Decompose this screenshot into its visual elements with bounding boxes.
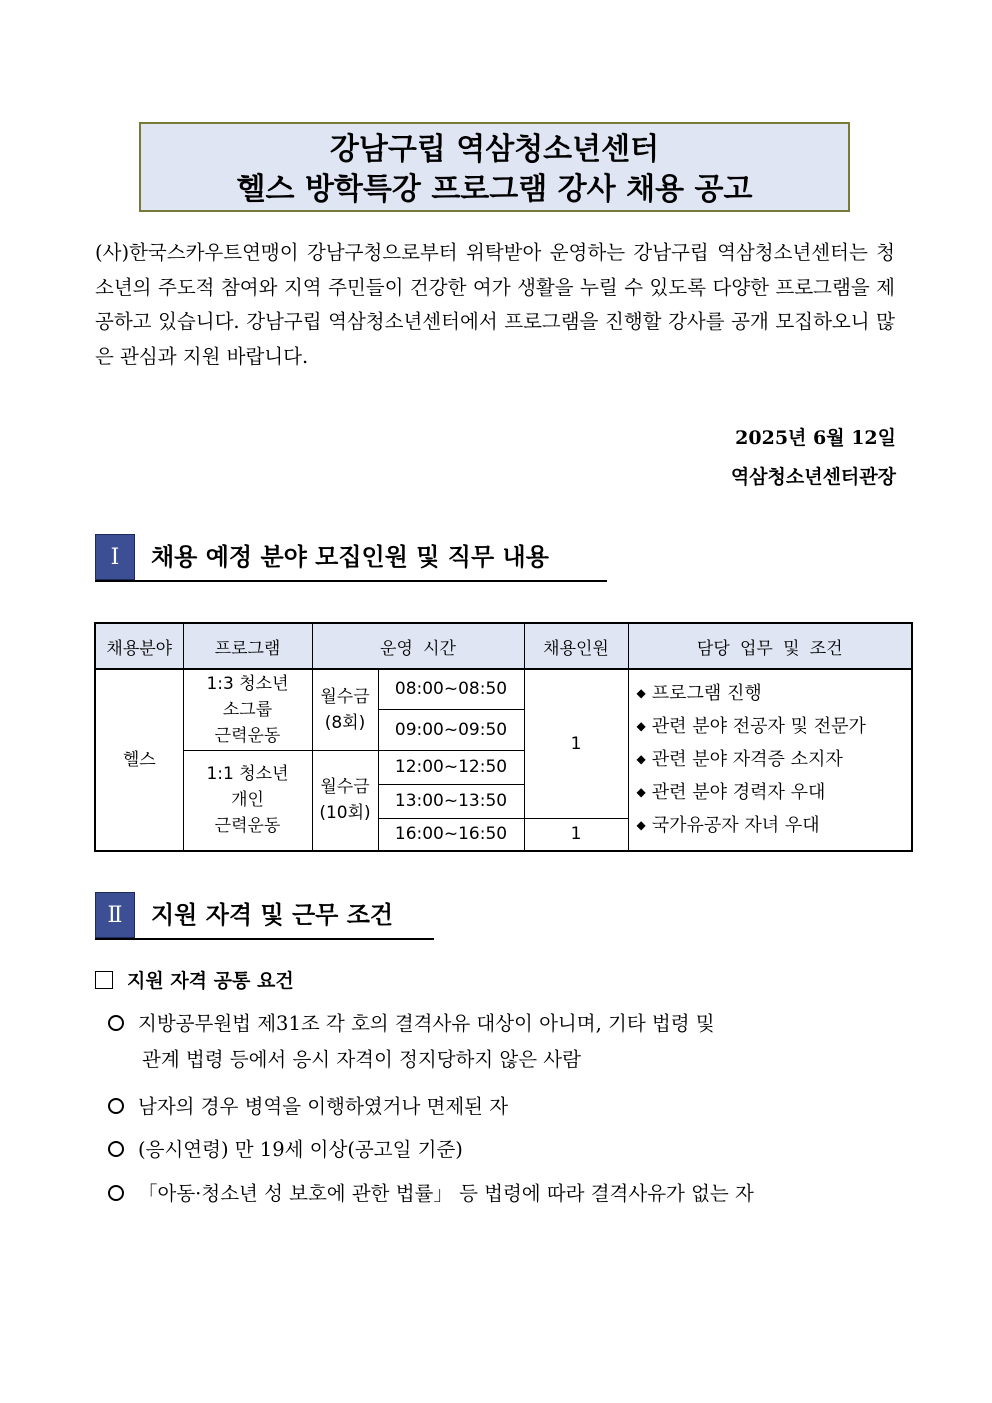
program-cell-1 — [183, 669, 312, 750]
header-headcount: 채용인원 — [524, 623, 628, 669]
issuer: 역삼청소년센터관장 — [730, 466, 896, 488]
duties-cell — [628, 669, 912, 851]
table-row — [95, 669, 912, 709]
title-line-1: 강남구립 역삼청소년센터 — [329, 132, 660, 167]
circle-bullet-icon — [108, 1015, 124, 1031]
diamond-bullet-icon: ◆ — [636, 685, 646, 700]
circle-bullet-icon — [108, 1098, 124, 1114]
section-1-number: Ⅰ — [95, 534, 135, 580]
program-1-line-1: 1:3 청소년 — [206, 673, 289, 694]
qualification-item: 지방공무원법 제31조 각 호의 결격사유 대상이 아니며, 기타 법령 및 관계 법령 등에서 응시 자격이 정지당하지 않은 사람 — [108, 1006, 898, 1078]
program-1-days: 월수금 — [320, 686, 370, 707]
program-1-line-2: 소그룹 — [222, 699, 273, 720]
title-line-2: 헬스 방학특강 프로그램 강사 채용 공고 — [236, 172, 753, 207]
qualification-item: 남자의 경우 병역을 이행하였거나 면제된 자 — [108, 1089, 898, 1125]
days-cell-1 — [312, 669, 378, 750]
duty-item: ◆ 관련 분야 경력자 우대 — [636, 781, 826, 803]
program-2-days: 월수금 — [320, 777, 370, 798]
headcount-cell-a: 1 — [524, 669, 628, 818]
program-2-sessions: (10회) — [319, 803, 371, 824]
section-1-heading — [95, 534, 607, 582]
diamond-bullet-icon: ◆ — [636, 817, 646, 832]
field-cell: 헬스 — [95, 669, 183, 851]
time-cell: 09:00~09:50 — [378, 709, 524, 750]
program-2-line-3: 근력운동 — [214, 816, 281, 837]
time-cell: 12:00~12:50 — [378, 750, 524, 784]
time-cell: 16:00~16:50 — [378, 818, 524, 851]
diamond-bullet-icon: ◆ — [636, 718, 646, 733]
qualification-item: (응시연령) 만 19세 이상(공고일 기준) — [108, 1132, 898, 1168]
program-cell-2 — [183, 750, 312, 851]
time-cell: 08:00~08:50 — [378, 669, 524, 709]
program-1-line-3: 근력운동 — [214, 725, 281, 746]
time-cell: 13:00~13:50 — [378, 784, 524, 818]
headcount-cell-b: 1 — [524, 818, 628, 851]
announcement-date: 2025년 6월 12일 — [735, 427, 896, 449]
duty-item: ◆ 국가유공자 자녀 우대 — [636, 814, 820, 836]
program-2-line-2: 개인 — [231, 790, 264, 811]
days-cell-2 — [312, 750, 378, 851]
recruitment-table — [94, 622, 913, 852]
duty-item: ◆ 관련 분야 전공자 및 전문가 — [636, 715, 866, 737]
header-duties: 담당 업무 및 조건 — [628, 623, 912, 669]
title-box — [139, 122, 850, 212]
program-1-sessions: (8회) — [324, 712, 366, 733]
circle-bullet-icon — [108, 1185, 124, 1201]
table-header-row — [95, 623, 912, 669]
section-2-number: Ⅱ — [95, 892, 135, 938]
circle-bullet-icon — [108, 1141, 124, 1157]
duty-item: ◆ 프로그램 진행 — [636, 682, 762, 704]
section-2-title: 지원 자격 및 근무 조건 — [151, 901, 394, 929]
section-1-title: 채용 예정 분야 모집인원 및 직무 내용 — [151, 543, 549, 571]
diamond-bullet-icon: ◆ — [636, 784, 646, 799]
section-2-heading — [95, 892, 434, 940]
qualification-item: 「아동·청소년 성 보호에 관한 법률」 등 법령에 따라 결격사유가 없는 자 — [108, 1176, 898, 1212]
program-2-line-1: 1:1 청소년 — [206, 764, 289, 785]
header-program: 프로그램 — [183, 623, 312, 669]
diamond-bullet-icon: ◆ — [636, 751, 646, 766]
checkbox-square-icon — [95, 971, 113, 989]
qualification-heading: 지원 자격 공통 요건 — [95, 966, 294, 993]
intro-paragraph: (사)한국스카우트연맹이 강남구청으로부터 위탁받아 운영하는 강남구립 역삼청소년센터는 청소년의 주도적 참여와 지역 주민들이 건강한 여가 생활을 누릴 수 있도록 다양한 프로그램을 제공하고 있습니다. 강남구립 역삼청소년센터에서 프로그램을 진행할 강사를 공개 모집하오니 많은 관심과 지원 바랍니다. — [95, 241, 895, 368]
duty-item: ◆ 관련 분야 자격증 소지자 — [636, 748, 843, 770]
header-field: 채용분야 — [95, 623, 183, 669]
header-schedule: 운영 시간 — [312, 623, 524, 669]
